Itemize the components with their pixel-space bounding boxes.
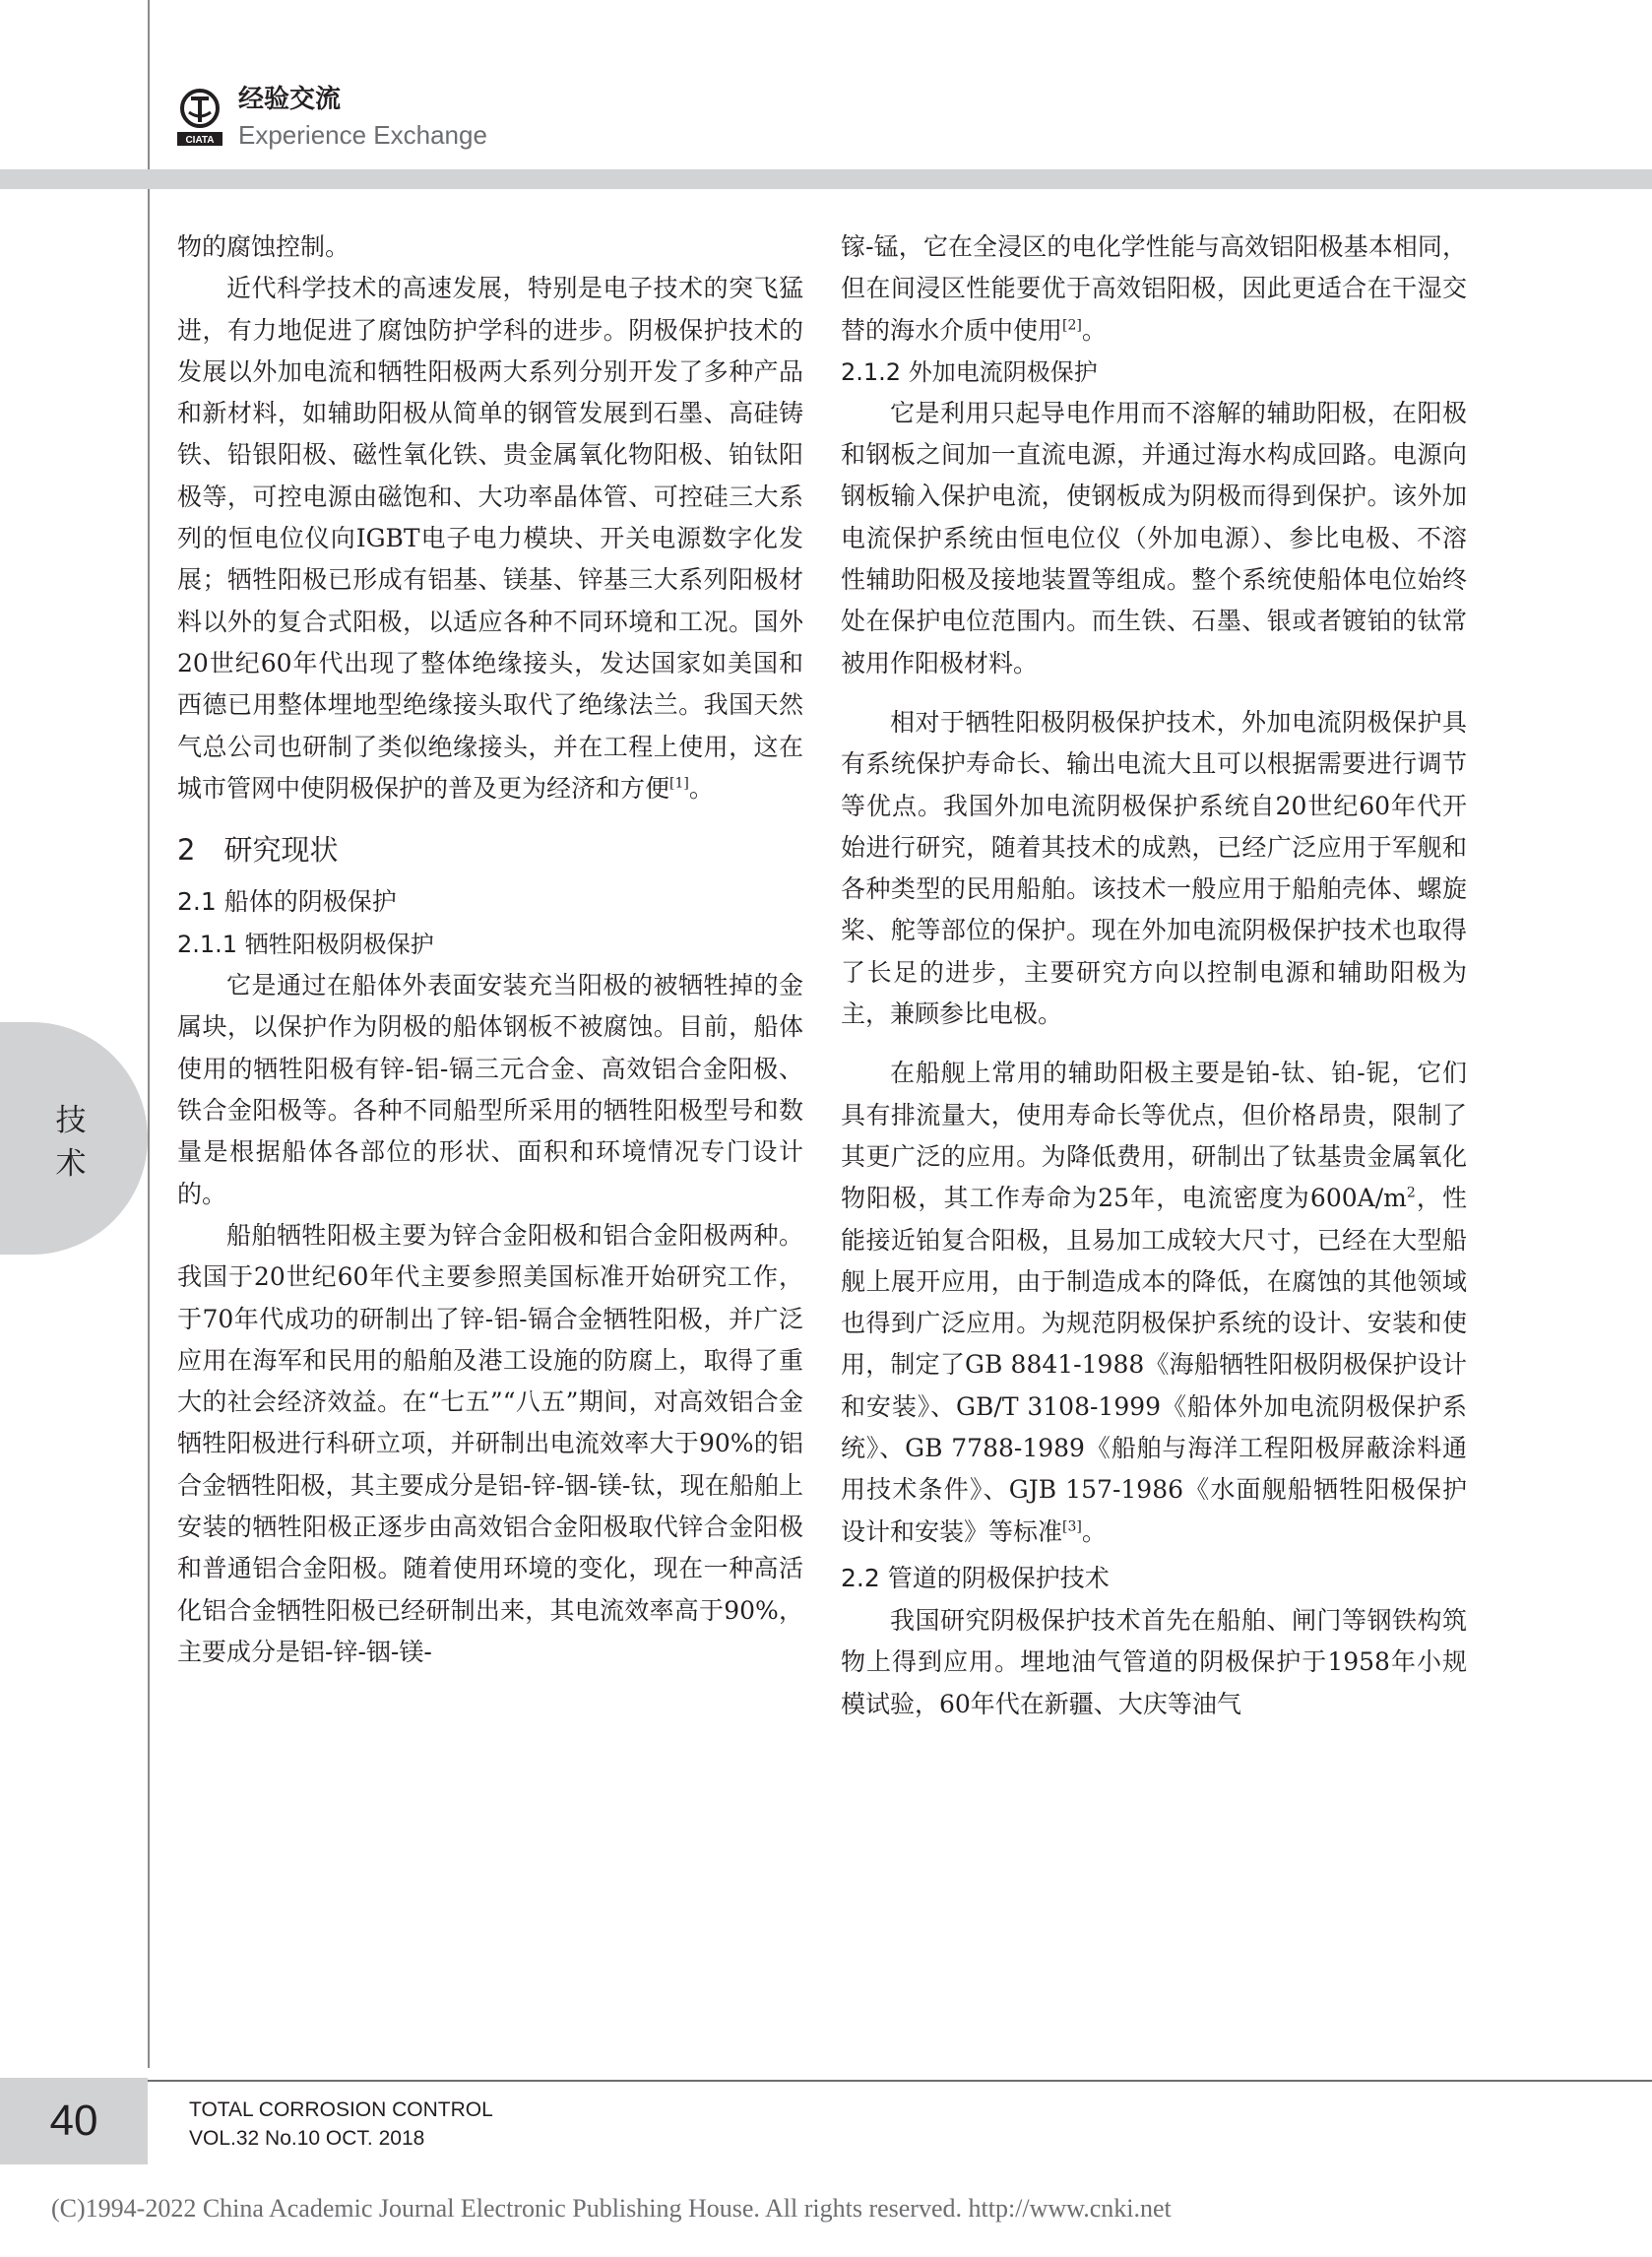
superscript: 2 [1406,1185,1416,1201]
side-category-label: 技 术 [55,1103,87,1182]
left-margin-rule [148,0,150,2068]
journal-info [189,2096,493,2153]
subsection-heading: 2.2 管道的阴极保护技术 [841,1563,1110,1592]
paragraph: 镓-锰，它在全浸区的电化学性能与高效铝阳极基本相同，但在间浸区性能要优于高效铝阳极，因此更适合在干湿交替的海水介质中使用[2]。 [841,232,1467,345]
paragraph: 在船舰上常用的辅助阳极主要是铂-钛、铂-铌，它们具有排流量大，使用寿命长等优点，但价格昂贵，限制了其更广泛的应用。为降低费用，研制出了钛基贵金属氧化物阳极，其工作寿命为25年，电流密度为$600A/m^2$，性能接近铂复合阳极，且易加工成较大尺寸，已经在大型船舰上展开应用，由于制造成本的降低，在腐蚀的其他领域也得到广泛应用。为规范阴极保护系统的设计、安装和使用，制定了GB 8841-1988《海船牺牲阳极阴极保护设计和安装》、GB/T 3108-1999《船体外加电流阴极保护系统》、GB 7788-1989《船舶与海洋工程阳极屏蔽涂料通用技术条件》、GJB 157-1986《水面舰船牺牲阳极保护设计和安装》等标准[3]。 [841,1059,1467,1546]
footer-rule [0,2080,1652,2082]
journal-name: TOTAL CORROSION CONTROL [189,2098,493,2121]
paragraph: 相对于牺牲阳极阴极保护技术，外加电流阴极保护具有系统保护寿命长、输出电流大且可以根据需要进行调节等优点。我国外加电流阴极保护系统自20世纪60年代开始进行研究，随着其技术的成熟，已经广泛应用于军舰和各种类型的民用船舶。该技术一般应用于船舶壳体、螺旋桨、舵等部位的保护。现在外加电流阴极保护技术也取得了长足的进步，主要研究方向以控制电源和辅助阳极为主，兼顾参比电极。 [841,707,1467,1029]
section-heading: 2 研究现状 [177,833,339,868]
header-band [0,169,1652,189]
subsection-heading: 2.1 船体的阴极保护 [177,887,397,917]
citation: [3] [1062,1518,1082,1535]
journal-issue: VOL.32 No.10 OCT. 2018 [189,2127,425,2150]
svg-text:CIATA: CIATA [185,135,215,146]
citation: [2] [1062,317,1082,334]
right-column [841,226,1467,1725]
paragraph: 它是利用只起导电作用而不溶解的辅助阳极，在阳极和钢板之间加一直流电源，并通过海水构成回路。电源向钢板输入保护电流，使钢板成为阴极而得到保护。该外加电流保护系统由恒电位仪（外加电源）、参比电极、不溶性辅助阳极及接地装置等组成。整个系统使船体电位始终处在保护电位范围内。而生铁、石墨、银或者镀铂的钛常被用作阳极材料。 [841,398,1467,677]
paragraph: 我国研究阴极保护技术首先在船舶、闸门等钢铁构筑物上得到应用。埋地油气管道的阴极保护于1958年小规模试验，60年代在新疆、大庆等油气 [841,1605,1468,1718]
page-number: 40 [0,2078,148,2164]
subsubsection-heading: 2.1.1 牺牲阳极阴极保护 [177,931,434,959]
citation: [1] [669,775,689,792]
left-column [177,226,803,1673]
paragraph: 它是通过在船体外表面安装充当阳极的被牺牲掉的金属块，以保护作为阴极的船体钢板不被腐蚀。目前，船体使用的牺牲阳极有锌-铝-镉三元合金、高效铝合金阳极、铁合金阳极等。各种不同船型所采用的牺牲阳极型号和数量是根据船体各部位的形状、面积和环境情况专门设计的。 [177,971,803,1208]
paragraph: 物的腐蚀控制。 [177,232,350,261]
paragraph: 近代科学技术的高速发展，特别是电子技术的突飞猛进，有力地促进了腐蚀防护学科的进步。阴极保护技术的发展以外加电流和牺牲阳极两大系列分别开发了多种产品和新材料，如辅助阳极从简单的钢管发展到石墨、高硅铸铁、铅银阳极、磁性氧化铁、贵金属氧化物阳极、铂钛阳极等，可控电源由磁饱和、大功率晶体管、可控硅三大系列的恒电位仪向IGBT电子电力模块、开关电源数字化发展；牺牲阳极已形成有铝基、镁基、锌基三大系列阳极材料以外的复合式阳极，以适应各种不同环境和工况。国外20世纪60年代出现了整体绝缘接头，发达国家如美国和西德已用整体埋地型绝缘接头取代了绝缘法兰。我国天然气总公司也研制了类似绝缘接头，并在工程上使用，这在城市管网中使阴极保护的普及更为经济和方便[1]。 [177,274,803,803]
subsubsection-heading: 2.1.2 外加电流阴极保护 [841,357,1098,386]
paragraph: 船舶牺牲阳极主要为锌合金阳极和铝合金阳极两种。我国于20世纪60年代主要参照美国标准开始研究工作，于70年代成功的研制出了锌-铝-镉合金牺牲阳极，并广泛应用在海军和民用的船舶及港工设施的防腐上，取得了重大的社会经济效益。在“七五”“八五”期间，对高效铝合金牺牲阳极进行科研立项，并研制出电流效率大于90%的铝合金牺牲阳极，其主要成分是铝-锌-铟-镁-钛，现在船舶上安装的牺牲阳极正逐步由高效铝合金阳极取代锌合金阳极和普通铝合金阳极。随着使用环境的变化，现在一种高活化铝合金牺牲阳极已经研制出来，其电流效率高于90%，主要成分是铝-锌-铟-镁- [177,1220,803,1666]
copyright-notice: (C)1994-2022 China Academic Journal Electronic Publishing House. All rights reserved. http://www.cnki.net [51,2194,1172,2223]
section-title-cn: 经验交流 [238,85,342,114]
ciata-logo-icon [177,87,222,148]
section-title-en: Experience Exchange [238,120,487,150]
